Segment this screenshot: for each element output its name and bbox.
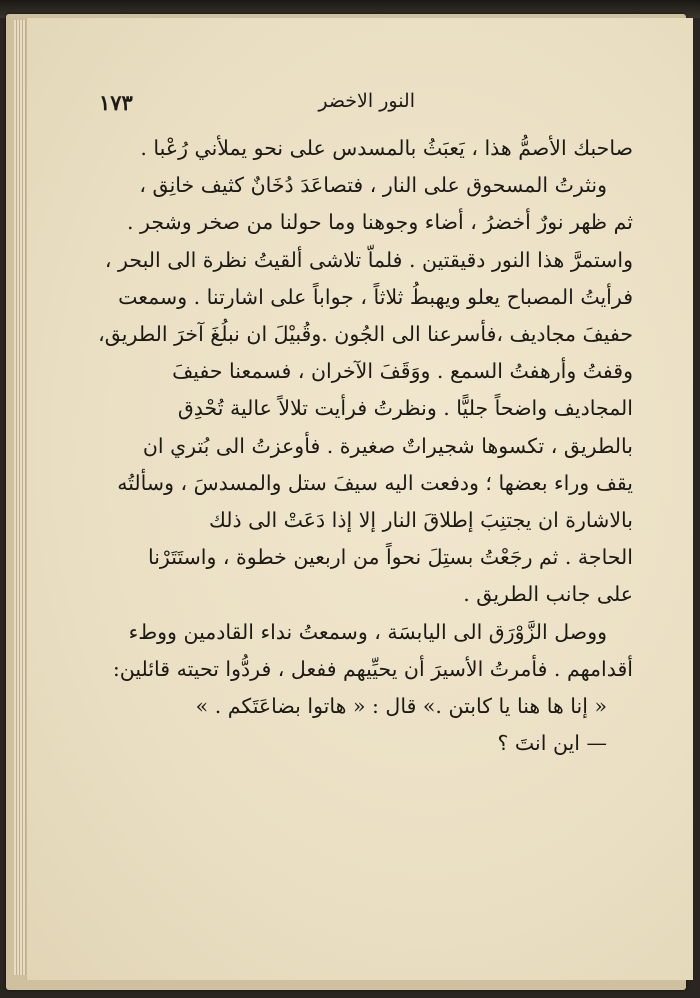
text-line: صاحبك الأصمُّ هذا ، يَعبَثُ بالمسدس على نحو يملأني رُعْبا . [140, 136, 633, 160]
text-line: ونثرتُ المسحوق على النار ، فتصاعَدَ دُخَانٌ كثيف خانِق ، [139, 173, 607, 198]
text-line: فرأيتُ المصباح يعلو ويهبطُ ثلاثاً ، جواباً على اشارتنا . وسمعت [118, 284, 633, 309]
page-content [93, 90, 633, 762]
text-line: — اين انتَ ؟ [497, 731, 607, 756]
running-title: النور الاخضر [318, 90, 415, 112]
text-line: المجاديف واضحاً جليًّا . ونظرتُ فرأيت تلالاً عالية تُحْدِق [177, 396, 633, 421]
text-line: ووصل الزَّوْرَق الى اليابسَة ، وسمعتُ نداء القادمين ووطء [128, 619, 607, 644]
body-text [93, 130, 633, 762]
text-line: ثم ظهر نورٌ أخضرُ ، أضاء وجوهنا وما حولنا من صخر وشجر . [126, 210, 633, 235]
page-number: ١٧٣ [99, 90, 133, 115]
text-line: حفيفَ مجاديف ،فأسرعنا الى الجُون .وقُبيْلَ ان نبلُغَ آخرَ الطريق، [98, 322, 633, 347]
text-line: الحاجة . ثم رجَعْتُ بستِلَ نحواً من اربعين خطوة ، واستَتَرْنا [147, 545, 633, 570]
text-line: بالطريق ، تكسوها شجيراتٌ صغيرة . فأوعزتُ الى بُتري ان [142, 433, 633, 458]
book-page [26, 18, 693, 980]
text-line: يقف وراء بعضها ؛ ودفعت اليه سيفَ ستل والمسدسَ ، وسألتُه [117, 470, 633, 495]
running-header [93, 90, 633, 120]
text-line: أقدامهم . فأمرتُ الأسيرَ أن يحيِّيهم ففعل ، فردُّوا تحيته قائلين: [112, 656, 633, 681]
text-line: « إنا ها هنا يا كابتن .» قال : « هاتوا بضاعَتَكم . » [195, 694, 607, 719]
text-line: بالاشارة ان يجتنِبَ إطلاقَ النار إلا إذا دَعَتْ الى ذلك [208, 508, 633, 533]
text-line: واستمرَّ هذا النور دقيقتين . فلماّ تلاشى ألقيتُ نظرة الى البحر ، [104, 247, 633, 272]
text-line: وقفتُ وأرهفتُ السمع . ووَقَفَ الآخران ، فسمعنا حفيفَ [172, 359, 633, 384]
text-line: على جانب الطريق . [463, 582, 633, 607]
